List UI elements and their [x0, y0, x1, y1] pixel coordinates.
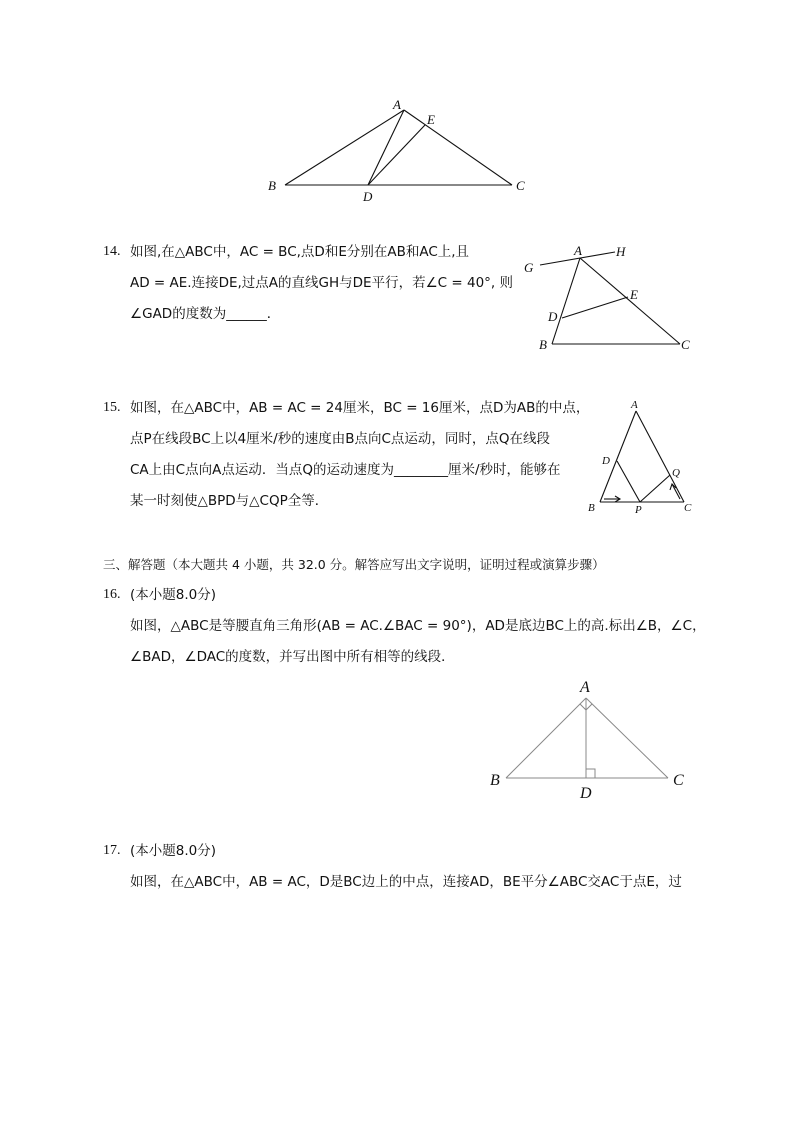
label-b: B: [268, 178, 276, 193]
segment-dp: [617, 461, 640, 502]
label-d: D: [548, 309, 558, 324]
q17-line1: 如图，在△ABC中，AB = AC，D是BC边上的中点，连接AD，BE平分∠ABC交AC于点E，过: [130, 874, 682, 890]
label-b: B: [490, 772, 500, 789]
segment-ab: [506, 698, 586, 778]
q16-number: 16.: [103, 587, 121, 602]
segment-ac: [586, 698, 668, 778]
label-h: H: [616, 244, 626, 259]
q15-line2: 点P在线段BC上以4厘米/秒的速度由B点向C点运动，同时，点Q在线段: [130, 431, 551, 447]
label-a: A: [574, 243, 582, 258]
segment-de: [368, 125, 425, 185]
label-e: E: [427, 112, 435, 127]
label-c: C: [681, 337, 690, 352]
q17-points: (本小题8.0分): [130, 843, 217, 859]
q16-figure: [480, 670, 700, 805]
label-d: D: [363, 189, 373, 204]
segment-ac: [636, 411, 684, 502]
label-a: A: [580, 679, 590, 696]
label-p: P: [635, 504, 642, 516]
segment-ac: [404, 110, 512, 185]
q14-figure: [520, 240, 700, 355]
label-d: D: [580, 785, 592, 802]
q16-line1: 如图，△ABC是等腰直角三角形(AB = AC.∠BAC = 90°)，AD是底边BC上的高.标出∠B，∠C，: [130, 618, 706, 634]
label-e: E: [630, 287, 638, 302]
q15-line4: 某一时刻使△BPD与△CQP全等．: [130, 493, 329, 509]
label-c: C: [516, 178, 525, 193]
label-b: B: [588, 502, 595, 514]
q15-figure: [580, 395, 700, 520]
label-c: C: [673, 772, 684, 789]
label-a: A: [393, 97, 401, 112]
q14-number: 14.: [103, 244, 121, 259]
q14-line1: 如图,在△ABC中，AC = BC,点D和E分别在AB和AC上,且: [130, 244, 470, 260]
section3-heading: 三、解答题（本大题共 4 小题，共 32.0 分。解答应写出文字说明，证明过程或演算步骤）: [103, 557, 605, 572]
segment-pq: [640, 475, 670, 502]
segment-de: [562, 297, 628, 318]
label-q: Q: [672, 467, 680, 479]
label-b: B: [539, 337, 547, 352]
segment-ab: [552, 258, 580, 344]
label-a: A: [631, 399, 638, 411]
q13-figure: [260, 95, 540, 210]
q17-number: 17.: [103, 843, 121, 858]
label-g: G: [524, 260, 534, 275]
q15-line1: 如图，在△ABC中，AB = AC = 24厘米，BC = 16厘米，点D为AB的中点，: [130, 400, 590, 416]
right-angle-d: [586, 769, 595, 778]
q16-line2: ∠BAD，∠DAC的度数，并写出图中所有相等的线段．: [130, 649, 455, 665]
q15-number: 15.: [103, 400, 121, 415]
label-d: D: [602, 455, 610, 467]
label-c: C: [684, 502, 692, 514]
q16-points: (本小题8.0分): [130, 587, 217, 603]
q14-line3: ∠GAD的度数为______．: [130, 306, 281, 322]
q14-line2: AD = AE.连接DE,过点A的直线GH与DE平行，若∠C = 40°, 则: [130, 275, 514, 291]
q15-line3: CA上由C点向A点运动．当点Q的运动速度为________厘米/秒时，能够在: [130, 462, 561, 478]
